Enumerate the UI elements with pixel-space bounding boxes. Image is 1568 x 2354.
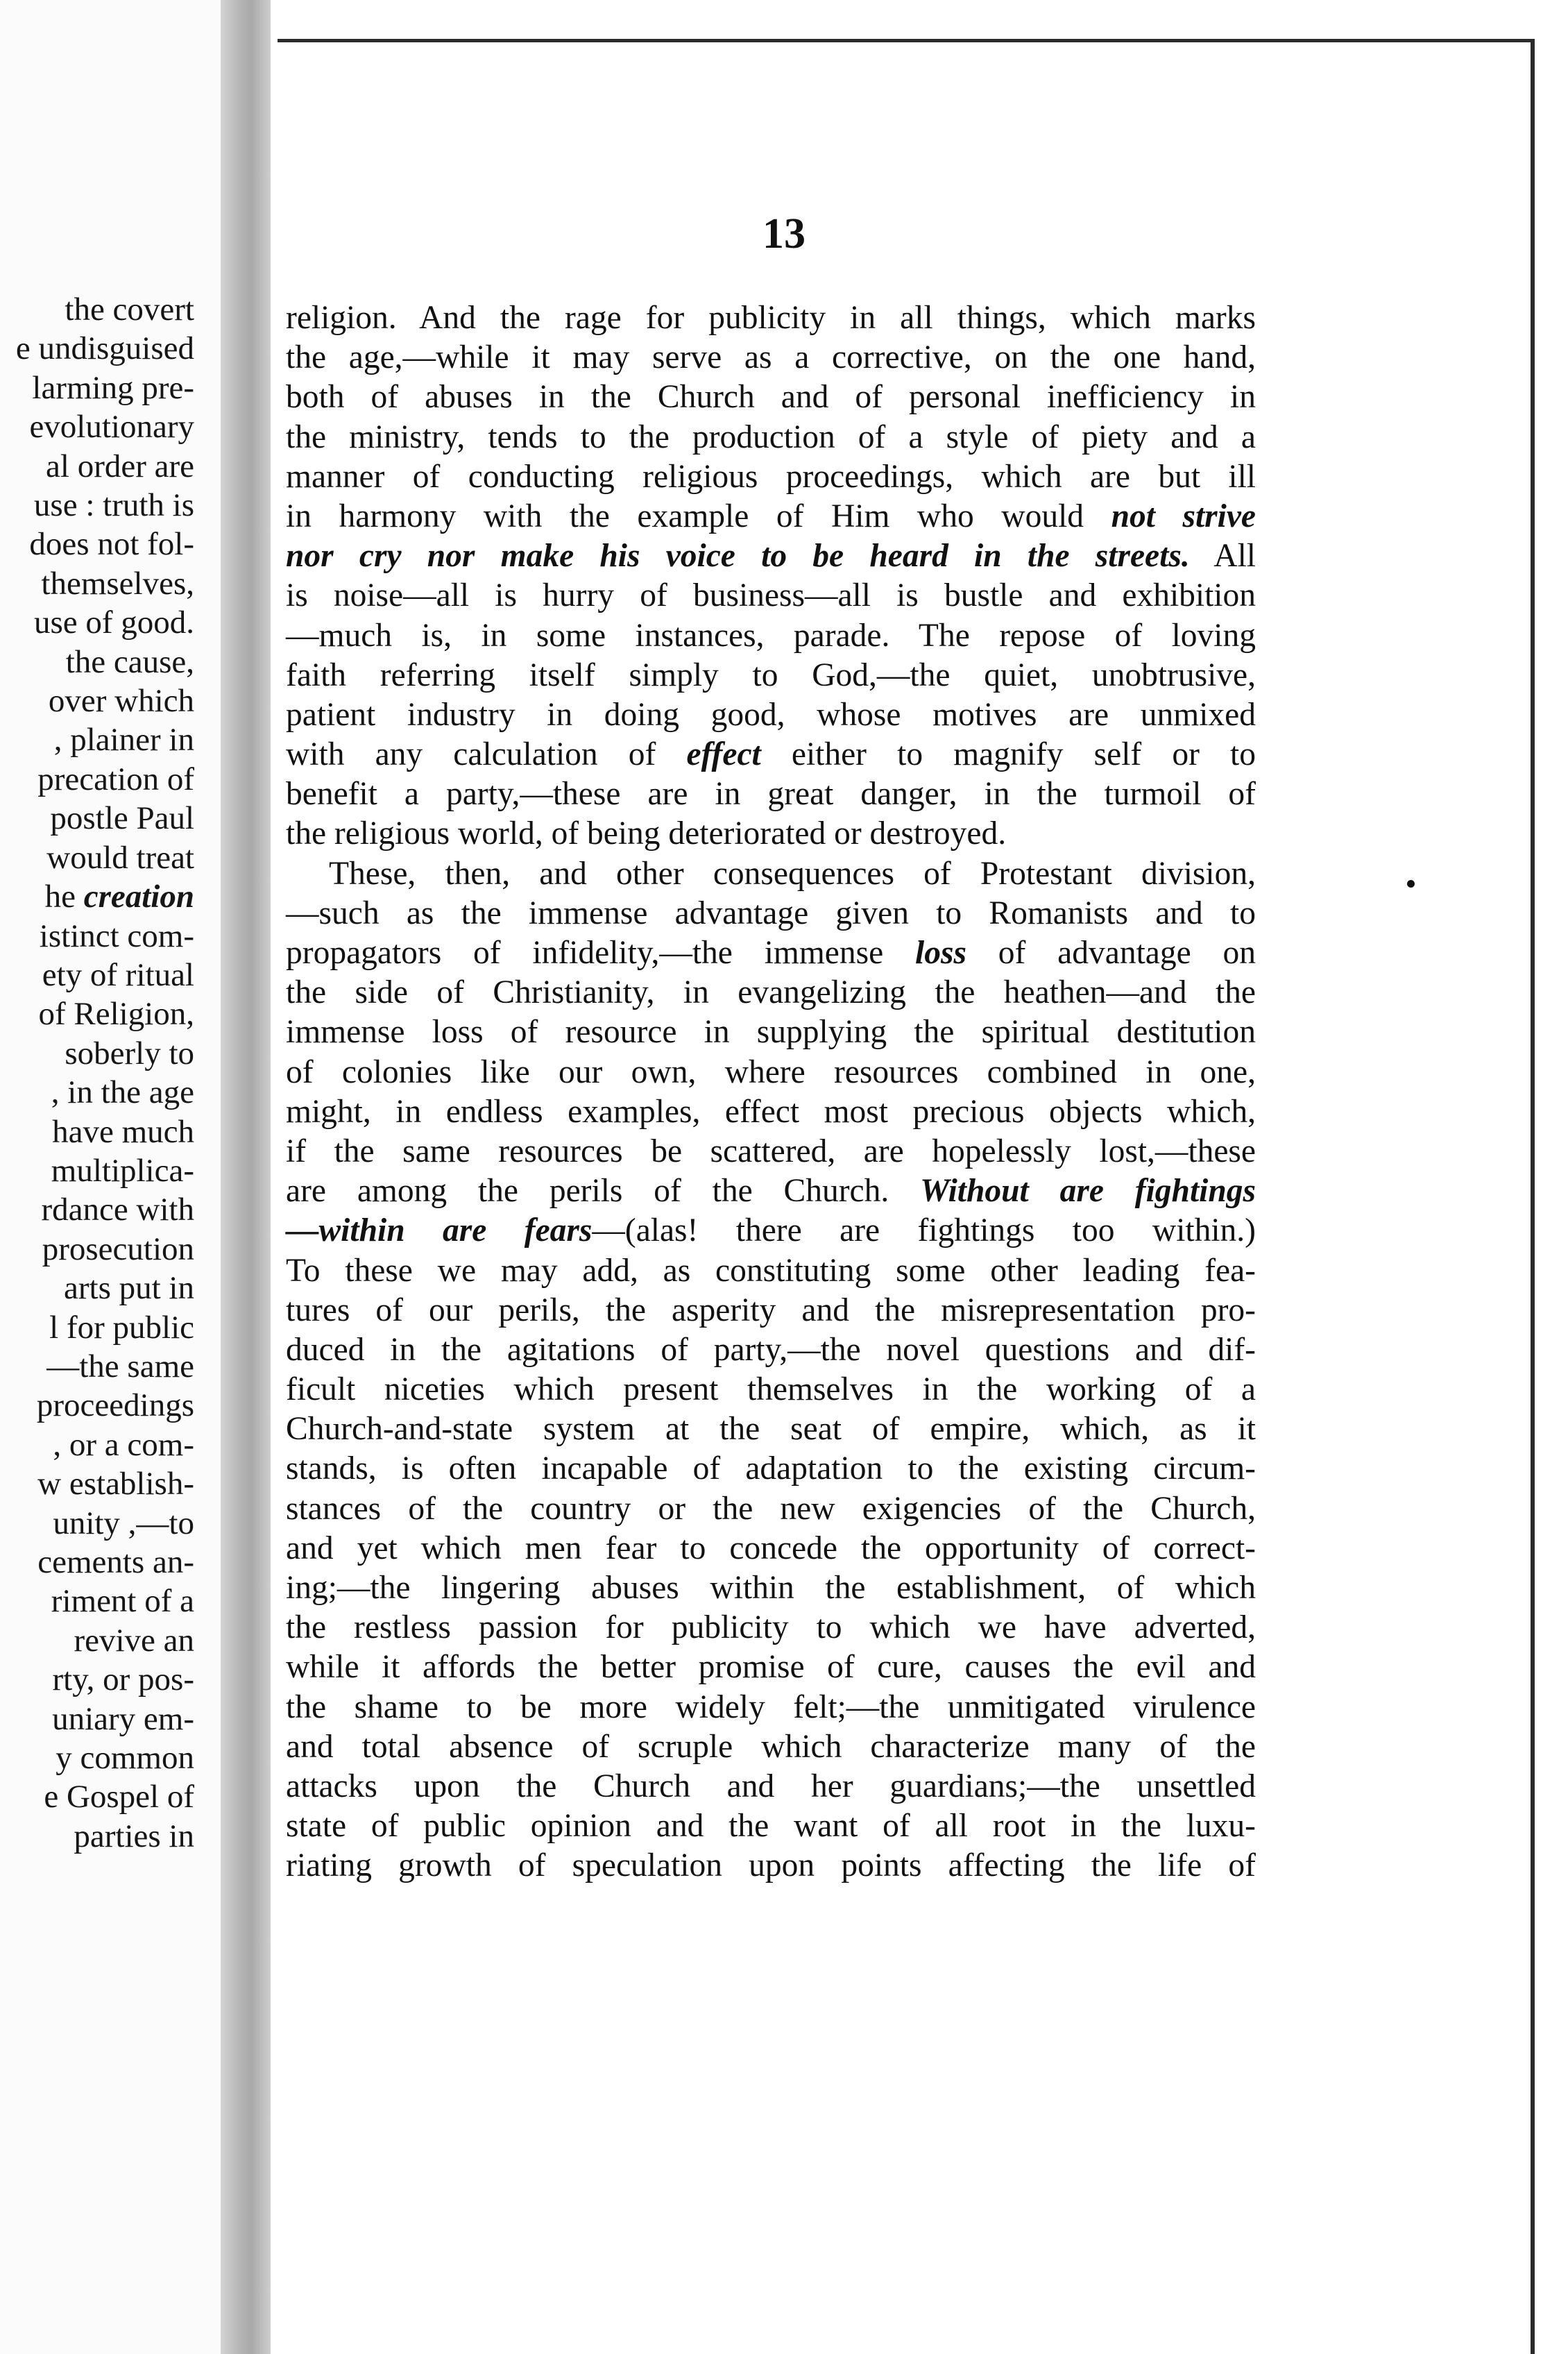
left-page-line: e undisguised [15, 330, 194, 367]
text-line [286, 1489, 1256, 1529]
text-line [286, 1409, 1256, 1449]
left-page-line: w establish- [37, 1466, 194, 1502]
text-line [286, 894, 1256, 933]
text-line [286, 378, 1256, 417]
left-page-line: parties in [74, 1818, 194, 1854]
text-line [286, 1171, 1256, 1211]
left-page-line: use : truth is [33, 487, 194, 524]
left-page-line: would treat [46, 839, 194, 876]
page-top-edge [278, 39, 1542, 42]
left-page-line: revive an [74, 1622, 194, 1659]
left-facing-page [0, 0, 221, 2354]
book-gutter-shadow [221, 0, 271, 2354]
left-page-line: over which [48, 683, 194, 720]
text-line [286, 298, 1256, 338]
text-line [286, 1211, 1256, 1251]
text-run: the shame to be more widely felt;—the unmitigated virulence [286, 1688, 1256, 1725]
text-line [286, 1688, 1256, 1727]
text-run: of colonies like our own, where resources combined in one, [286, 1053, 1256, 1090]
left-page-text-column [16, 290, 194, 1856]
text-run: Church-and-state system at the seat of empire, which, as it [286, 1411, 1256, 1448]
italic-phrase: loss [915, 935, 966, 971]
text-run: benefit a party,—these are in great danger, in the turmoil of [286, 776, 1256, 813]
left-page-line: l for public [49, 1309, 194, 1346]
left-page-line: , or a com- [53, 1426, 194, 1463]
left-page-line: use of good. [33, 604, 194, 641]
text-line [286, 1251, 1256, 1291]
page-number: 13 [762, 210, 806, 257]
text-line [286, 616, 1256, 656]
text-run: duced in the agitations of party,—the novel questions and dif- [286, 1331, 1256, 1368]
text-line [286, 1529, 1256, 1568]
text-line [286, 656, 1256, 695]
ink-speck [1407, 880, 1415, 888]
text-line [286, 338, 1256, 378]
text-line [286, 1370, 1256, 1409]
text-run: manner of conducting religious proceedings, which are but ill [286, 458, 1256, 495]
left-page-line: , in the age [51, 1074, 194, 1111]
text-line [286, 1132, 1256, 1171]
text-run: is noise—all is hurry of business—all is bustle and exhibition [286, 577, 1256, 614]
text-run: either to magnify self or to [760, 736, 1256, 773]
text-line [286, 1092, 1256, 1132]
left-page-line: rdance with [41, 1192, 194, 1228]
scan-margin [1535, 0, 1568, 2354]
text-line [286, 497, 1256, 536]
left-page-line: riment of a [51, 1583, 194, 1620]
text-line [286, 854, 1256, 894]
text-run: the side of Christianity, in evangelizing the heathen—and the [286, 974, 1256, 1011]
text-run: state of public opinion and the want of all root in the luxu- [286, 1808, 1256, 1845]
italic-phrase: creation [83, 879, 194, 915]
text-run: —such as the immense advantage given to Romanists and to [286, 895, 1256, 931]
left-page-line: istinct com- [39, 917, 194, 954]
text-line [286, 695, 1256, 735]
left-page-line: the cause, [65, 643, 194, 680]
text-line [286, 933, 1256, 973]
left-page-line: rty, or pos- [52, 1661, 194, 1698]
text-run: the religious world, of being deteriorated or destroyed. [286, 815, 1007, 852]
text-run: —(alas! there are fightings too within.) [592, 1212, 1256, 1249]
text-run: propagators of infidelity,—the immense [286, 935, 916, 971]
text-line [286, 735, 1256, 774]
text-run: —much is, in some instances, parade. The repose of loving [286, 617, 1256, 654]
text-run: tures of our perils, the asperity and the misrepresentation pro- [286, 1292, 1256, 1328]
text-run: are among the perils of the Church. [286, 1173, 921, 1210]
text-line [286, 1727, 1256, 1767]
text-line [286, 774, 1256, 814]
left-page-line: proceedings [36, 1387, 194, 1424]
text-line [286, 536, 1256, 576]
text-run: in harmony with the example of Him who would [286, 498, 1111, 534]
text-run: ficult niceties which present themselves in the working of a [286, 1371, 1256, 1408]
left-page-line: the covert [65, 291, 194, 328]
text-run: faith referring itself simply to God,—the quiet, unobtrusive, [286, 657, 1256, 693]
left-page-line: have much [52, 1113, 194, 1150]
text-run: he [44, 879, 84, 915]
text-line [286, 1330, 1256, 1370]
text-line [286, 1053, 1256, 1092]
text-run: patient industry in doing good, whose motives are unmixed [286, 696, 1256, 733]
left-page-line: arts put in [64, 1270, 194, 1307]
text-line [286, 1608, 1256, 1648]
text-run: religion. And the rage for publicity in all things, which marks [286, 300, 1256, 336]
left-page-line: e Gospel of [44, 1779, 194, 1815]
text-line [286, 1806, 1256, 1846]
left-page-line: larming pre- [32, 369, 194, 406]
italic-phrase: Without are fightings [920, 1173, 1256, 1210]
text-run: immense loss of resource in supplying the spiritual destitution [286, 1014, 1256, 1051]
italic-phrase: —within are fears [286, 1212, 593, 1249]
left-page-line: unity ,—to [53, 1505, 194, 1541]
text-run: riating growth of speculation upon points affecting the life of [286, 1847, 1256, 1884]
text-line [286, 418, 1256, 457]
left-page-line: , plainer in [53, 722, 194, 759]
text-line [286, 1648, 1256, 1687]
text-line [286, 973, 1256, 1013]
text-run: attacks upon the Church and her guardians;—the unsettled [286, 1768, 1256, 1804]
text-run: stances of the country or the new exigencies of the Church, [286, 1490, 1256, 1527]
text-run: All [1189, 538, 1256, 575]
left-page-line: cements an- [37, 1544, 194, 1580]
text-run: with any calculation of [286, 736, 687, 773]
text-line [286, 576, 1256, 616]
text-run: of advantage on [966, 935, 1256, 971]
left-page-line: multiplica- [51, 1152, 194, 1189]
italic-phrase: effect [686, 736, 761, 773]
left-page-line: soberly to [65, 1035, 194, 1072]
left-page-line: —the same [46, 1348, 194, 1385]
text-line [286, 1291, 1256, 1330]
text-run: the restless passion for publicity to which we have adverted, [286, 1609, 1256, 1646]
text-run: To these we may add, as constituting some other leading fea- [286, 1252, 1256, 1289]
text-line [286, 1568, 1256, 1608]
text-run: and yet which men fear to concede the opportunity of correct- [286, 1530, 1256, 1566]
text-run: ing;—the lingering abuses within the establishment, of which [286, 1570, 1256, 1606]
text-line [286, 1767, 1256, 1806]
left-page-line: evolutionary [29, 409, 194, 446]
left-page-line: uniary em- [52, 1700, 194, 1737]
text-line [286, 1846, 1256, 1886]
left-page-line: al order are [46, 448, 194, 484]
text-run: both of abuses in the Church and of personal inefficiency in [286, 379, 1256, 416]
text-run: might, in endless examples, effect most precious objects which, [286, 1093, 1256, 1130]
text-line [286, 1013, 1256, 1052]
left-page-line: precation of [37, 761, 194, 797]
text-line [286, 457, 1256, 497]
left-page-line: does not fol- [29, 526, 194, 563]
left-page-line: prosecution [42, 1230, 194, 1267]
text-run: while it affords the better promise of cure, causes the evil and [286, 1649, 1256, 1686]
left-page-line: ety of ritual [42, 956, 194, 993]
left-page-line: themselves, [41, 565, 194, 602]
left-page-line: y common [56, 1740, 194, 1777]
page-body-text [286, 298, 1256, 1886]
text-run: if the same resources be scattered, are hopelessly lost,—these [286, 1133, 1256, 1169]
text-line [286, 814, 1256, 854]
italic-phrase: nor cry nor make his voice to be heard in the streets. [286, 538, 1190, 575]
text-run: stands, is often incapable of adaptation to the existing circum- [286, 1450, 1256, 1487]
text-run: These, then, and other consequences of Protestant division, [329, 855, 1256, 892]
text-line [286, 1449, 1256, 1489]
left-page-line: of Religion, [38, 996, 194, 1033]
left-page-line [16, 877, 194, 916]
text-run: the ministry, tends to the production of a style of piety and a [286, 418, 1256, 455]
left-page-line: postle Paul [50, 800, 194, 837]
text-run: and total absence of scruple which characterize many of the [286, 1728, 1256, 1765]
italic-phrase: not strive [1111, 498, 1256, 534]
text-run: the age,—while it may serve as a corrective, on the one hand, [286, 339, 1256, 376]
